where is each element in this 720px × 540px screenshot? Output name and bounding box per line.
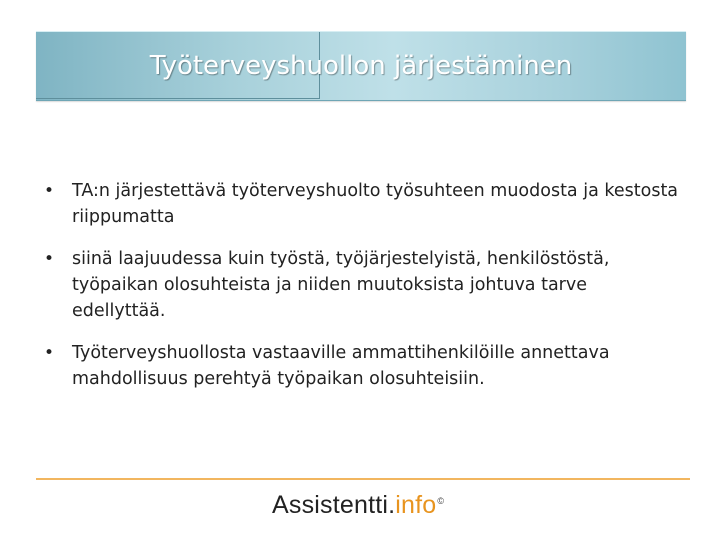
bullet-item-1: [40, 178, 680, 230]
bullet-text: siinä laajuudessa kuin työstä, työjärjestelyistä, henkilöstöstä, työpaikan olosuhteista ja niiden muutoksista johtuva tarve edellyttää.: [72, 249, 610, 321]
bullet-icon: •: [44, 343, 55, 363]
bullet-list: [40, 178, 680, 408]
bullet-item-3: [40, 340, 680, 392]
registered-mark-icon: ©: [437, 495, 445, 506]
title-bar: [36, 31, 686, 101]
bullet-item-2: [40, 246, 680, 324]
bullet-text: TA:n järjestettävä työterveyshuolto työsuhteen muodosta ja kestosta riippumatta: [72, 181, 679, 227]
footer-divider-right: [366, 478, 690, 480]
bullet-icon: •: [44, 249, 55, 269]
logo-text: Assistentti.info: [272, 491, 437, 519]
footer-divider-left: [36, 478, 366, 480]
bullet-text: Työterveyshuollosta vastaaville ammattihenkilöille annettava mahdollisuus perehtyä työpaikan olosuhteisiin.: [72, 343, 610, 389]
bullet-icon: •: [44, 181, 55, 201]
slide-title: Työterveyshuollon järjestäminen: [149, 51, 573, 81]
assistentti-logo: [272, 491, 444, 520]
